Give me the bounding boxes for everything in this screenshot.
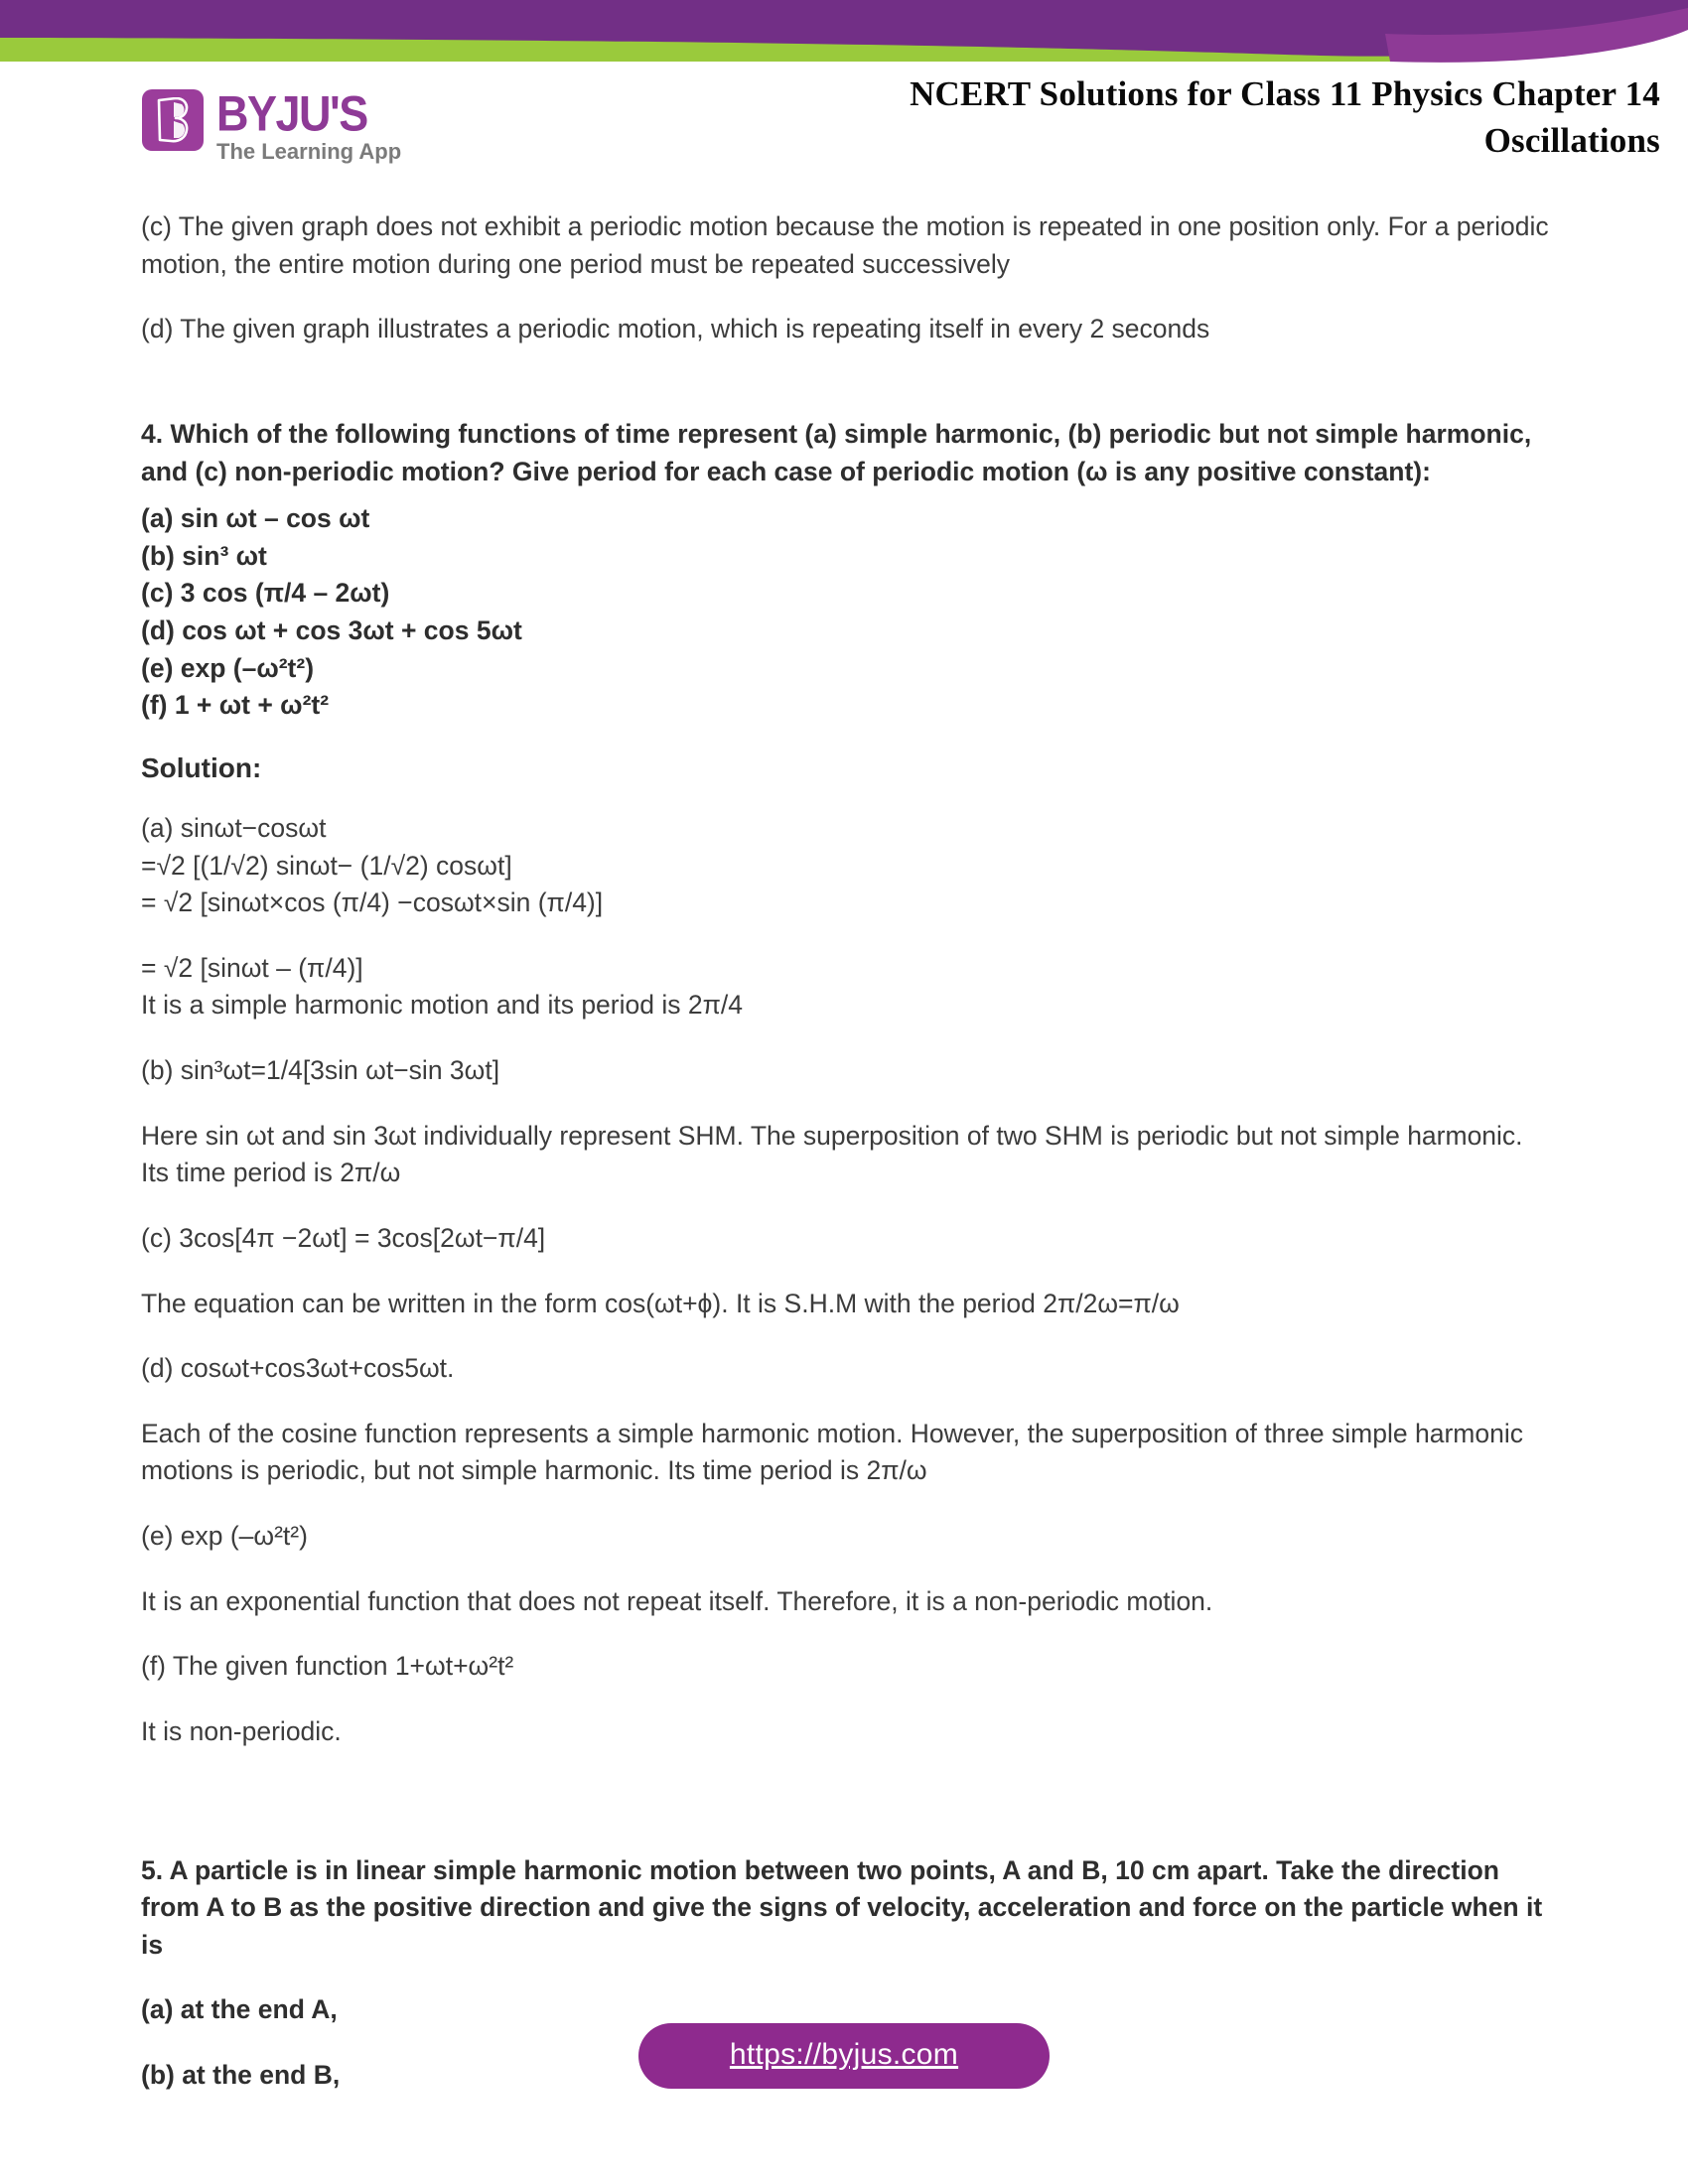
logo-tagline: The Learning App — [216, 139, 402, 165]
question-5-option-a: (a) at the end A, — [141, 1994, 338, 2025]
green-band-curve — [0, 2, 1430, 62]
solution-4b-explanation — [141, 1118, 1551, 1192]
solution-4e-expression: (e) exp (–ω²t²) — [141, 1521, 308, 1551]
green-band — [0, 6, 1420, 62]
solution-4b-expression: (b) sin³ωt=1/4[3sin ωt−sin 3ωt] — [141, 1055, 500, 1085]
paragraph-answer-d: (d) The given graph illustrates a periodic motion, which is repeating itself in every 2 seconds — [141, 314, 1210, 344]
letter-b-icon — [155, 97, 191, 143]
solution-4d-text: Each of the cosine function represents a simple harmonic motion. However, the superposition of three simple harmonic motions is periodic, but not simple harmonic. Its time period is 2π/ω — [141, 1418, 1523, 1486]
solution-4f-text: It is non-periodic. — [141, 1715, 342, 1746]
solution-4a-result — [141, 950, 1551, 1024]
solution-4a-derivation — [141, 810, 1551, 922]
document-body — [141, 208, 1551, 2122]
page-footer — [0, 2023, 1688, 2089]
page-header — [0, 71, 1688, 181]
solution-4e-text: It is an exponential function that does not repeat itself. Therefore, it is a non-periodic motion. — [141, 1585, 1213, 1616]
spacer — [141, 1779, 1551, 1852]
solution-4a-line-4: = √2 [sinωt – (π/4)] — [141, 952, 363, 983]
solution-4f-expression: (f) The given function 1+ωt+ω²t² — [141, 1651, 514, 1682]
solution-4a-line-1: (a) sinωt−cosωt — [141, 812, 327, 843]
question-4-option-d: (d) cos ωt + cos 3ωt + cos 5ωt — [141, 615, 522, 645]
spacer — [141, 376, 1551, 416]
website-url-button[interactable]: https://byjus.com — [638, 2023, 1050, 2089]
logo-text — [216, 84, 402, 165]
solution-4a-line-5: It is a simple harmonic motion and its period is 2π/4 — [141, 990, 743, 1021]
solution-4b-text: Here sin ωt and sin 3ωt individually represent SHM. The superposition of two SHM is periodic but not simple harmonic. — [141, 1120, 1523, 1151]
question-4-option-a: (a) sin ωt – cos ωt — [141, 503, 370, 534]
question-4-option-c: (c) 3 cos (π/4 – 2ωt) — [141, 578, 390, 609]
logo-wordmark: BYJU'S — [216, 84, 367, 142]
solution-4d-expression: (d) cosωt+cos3ωt+cos5ωt. — [141, 1353, 455, 1384]
solution-4c-expression: (c) 3cos[4π −2ωt] = 3cos[2ωt−π/4] — [141, 1222, 546, 1253]
question-5-option-b: (b) at the end B, — [141, 2060, 341, 2090]
purple-band — [0, 0, 1688, 57]
solution-4a-line-3: = √2 [sinωt×cos (π/4) −cosωt×sin (π/4)] — [141, 887, 604, 918]
solution-4a-line-2: =√2 [(1/√2) sinωt− (1/√2) cosωt] — [141, 850, 512, 881]
question-4-options — [141, 500, 1551, 725]
purple-band-accent — [0, 0, 1688, 63]
solution-4c-text: The equation can be written in the form cos(ωt+ϕ). It is S.H.M with the period 2π/2ω=π/ω — [141, 1288, 1180, 1318]
question-4-option-e: (e) exp (–ω²t²) — [141, 652, 315, 683]
solution-label: Solution: — [141, 751, 262, 783]
page-title — [910, 71, 1660, 164]
byjus-logo[interactable] — [142, 84, 402, 165]
question-4-option-f: (f) 1 + ωt + ω²t² — [141, 690, 330, 721]
question-4-stem: 4. Which of the following functions of time represent (a) simple harmonic, (b) periodic but not simple harmonic, and (c) non-periodic motion? Give period for each case of periodic motion (ω is any positive constant): — [141, 418, 1532, 486]
logo-mark-icon — [142, 89, 204, 151]
page-title-line2: Oscillations — [1483, 120, 1660, 160]
question-5-stem: 5. A particle is in linear simple harmonic motion between two points, A and B, 10 cm apart. Take the direction from A to B as the positive direction and give the signs of velocity, acceleration and force on the particle when it is — [141, 1854, 1543, 1960]
page-title-line1: NCERT Solutions for Class 11 Physics Chapter 14 — [910, 74, 1660, 113]
paragraph-answer-c: (c) The given graph does not exhibit a periodic motion because the motion is repeated in one position only. For a periodic motion, the entire motion during one period must be repeated successively — [141, 211, 1549, 279]
question-4-option-b: (b) sin³ ωt — [141, 540, 267, 571]
solution-4b-period: Its time period is 2π/ω — [141, 1158, 401, 1188]
